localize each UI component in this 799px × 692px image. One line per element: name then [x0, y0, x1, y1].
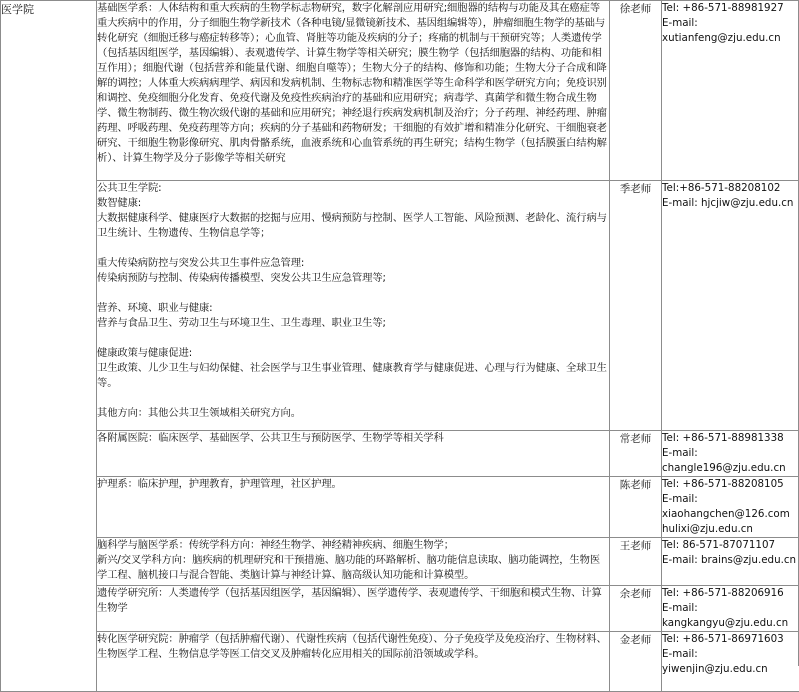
- research-direction-cell: [97, 431, 610, 477]
- research-text: 传染病预防与控制、传染病传播模型、突发公共卫生应急管理等;: [97, 271, 609, 286]
- research-text: 大数据健康科学、健康医疗大数据的挖掘与应用、慢病预防与控制、医学人工智能、风险预测、老龄化、流行病与卫生统计、生物遗传、生物信息学等；: [97, 211, 609, 241]
- research-direction-cell: [97, 632, 610, 692]
- table-row: [1, 181, 799, 431]
- table-row: [1, 632, 799, 692]
- contact-info-cell: [662, 632, 799, 692]
- contact-person-cell: 余老师: [610, 586, 662, 632]
- email-text: hulixi@zju.edu.cn: [662, 522, 799, 537]
- contact-person-cell: 季老师: [610, 181, 662, 431]
- phone-text: Tel: +86-571-88981927: [662, 1, 799, 16]
- phone-text: Tel: 86-571-87071107: [662, 538, 799, 553]
- phone-text: Tel: +86-571-86971603: [662, 632, 799, 647]
- research-direction-cell: [97, 477, 610, 538]
- email-label: E-mail:: [662, 446, 799, 461]
- contact-info-cell: [662, 181, 799, 431]
- research-text: 健康政策与健康促进:: [97, 346, 609, 361]
- research-text: 基础医学系：人体结构和重大疾病的生物学标志物研究，数字化解剖应用研究;细胞器的结构与功能及其在癌症等重大疾病中的作用，分子细胞生物学新技术（各种电镜/显微镜新技术、基因组编辑等），肿瘤细胞生物学的基础与转化研究（细胞迁移与癌症转移等）；心血管、肾脏等功能及疾病的分子；疼痛的机制与干预研究等；人类遗传学（包括基因组医学，基因编辑）、表观遗传学、计算生物学等相关研究；膜生物学（包括细胞器的结构、功能和相互作用）；细胞代谢（包括营养和能量代谢、细胞自噬等）；生物大分子的结构、修饰和功能；生物大分子合成和降解的调控；人体重大疾病病理学、病因和发病机制、生物标志物和精准医学等生命科学和医学研究方向；免疫识别和调控、免疫细胞分化发育、免疫代谢及免疫性疾病治疗的基础和应用研究；病毒学、真菌学和微生物合成生物学、微生物制药、微生物次级代谢的基础和应用研究；神经退行疾病发病机制及治疗；分子药理、神经药理、肿瘤药理、呼吸药理、免疫药理等方向；疾病的分子基础和药物研发；干细胞的有效扩增和精准分化研究、干细胞衰老研究、干细胞生物影像研究、肌肉骨骼系统，血液系统和心血管系统的再生研究；结构生物学（包括膜蛋白结构解析）、计算生物学及分子影像学等相关研究: [97, 1, 609, 166]
- email-label: E-mail:: [662, 16, 799, 31]
- blank-line: [97, 241, 609, 256]
- email-text: changle196@zju.edu.cn: [662, 461, 799, 476]
- contact-person-cell: 常老师: [610, 431, 662, 477]
- program-table-body: [1, 1, 799, 692]
- research-text: 其他方向：其他公共卫生领域相关研究方向。: [97, 406, 609, 421]
- contact-person-cell: 徐老师: [610, 1, 662, 181]
- contact-info-cell: [662, 1, 799, 181]
- phone-text: Tel: +86-571-88981338: [662, 431, 799, 446]
- email-text: xiaohangchen@126.com: [662, 507, 799, 522]
- research-text: 卫生政策、儿少卫生与妇幼保健、社会医学与卫生事业管理、健康教育学与健康促进、心理与行为健康、全球卫生等。: [97, 361, 609, 391]
- research-text: 数智健康:: [97, 196, 609, 211]
- contact-person-cell: 陈老师: [610, 477, 662, 538]
- research-text: 护理系：临床护理，护理教育，护理管理，社区护理。: [97, 477, 609, 492]
- contact-info-cell: [662, 586, 799, 632]
- email-text: yiwenjin@zju.edu.cn: [662, 662, 799, 677]
- research-text: 遗传学研究所：人类遗传学（包括基因组医学，基因编辑）、医学遗传学、表观遗传学、干细胞和模式生物、计算生物学: [97, 586, 609, 616]
- phone-text: Tel: +86-571-88206916: [662, 586, 799, 601]
- table-row: [1, 431, 799, 477]
- contact-person-cell: 金老师: [610, 632, 662, 692]
- research-text: 新兴/交叉学科方向：脑疾病的机理研究和干预措施、脑功能的环路解析、脑功能信息读取、脑功能调控，生物医学工程、脑机接口与混合智能、类脑计算与神经计算、脑高级认知功能和计算模型。: [97, 553, 609, 583]
- email-text: E-mail: hjcjiw@zju.edu.cn: [662, 196, 799, 211]
- research-direction-cell: [97, 586, 610, 632]
- research-text: 各附属医院：临床医学、基础医学、公共卫生与预防医学、生物学等相关学科: [97, 431, 609, 446]
- email-text: xutianfeng@zju.edu.cn: [662, 31, 799, 46]
- research-text: 营养与食品卫生、劳动卫生与环境卫生、卫生毒理、职业卫生等;: [97, 316, 609, 331]
- email-label: E-mail:: [662, 647, 799, 662]
- email-label: E-mail:: [662, 601, 799, 616]
- contact-info-cell: [662, 431, 799, 477]
- contact-info-cell: [662, 477, 799, 538]
- table-row: [1, 477, 799, 538]
- research-text: 营养、环境、职业与健康:: [97, 301, 609, 316]
- research-text: 公共卫生学院:: [97, 181, 609, 196]
- table-row: [1, 586, 799, 632]
- email-text: E-mail: brains@zju.edu.cn: [662, 553, 799, 568]
- blank-line: [97, 286, 609, 301]
- research-direction-cell: [97, 1, 610, 181]
- research-direction-cell: [97, 538, 610, 586]
- contact-person-cell: 王老师: [610, 538, 662, 586]
- research-direction-cell: [97, 181, 610, 431]
- table-left-edge: [0, 0, 1, 666]
- research-text: 重大传染病防控与突发公共卫生事件应急管理:: [97, 256, 609, 271]
- phone-text: Tel:+86-571-88208102: [662, 181, 799, 196]
- table-row: [1, 538, 799, 586]
- email-label: E-mail:: [662, 492, 799, 507]
- department-cell: 医学院: [1, 1, 97, 692]
- research-text: 脑科学与脑医学系：传统学科方向：神经生物学、神经精神疾病、细胞生物学；: [97, 538, 609, 553]
- email-text: kangkangyu@zju.edu.cn: [662, 616, 799, 631]
- blank-line: [97, 391, 609, 406]
- blank-line: [97, 331, 609, 346]
- table-row: [1, 1, 799, 181]
- phone-text: Tel: +86-571-88208105: [662, 477, 799, 492]
- contact-info-cell: [662, 538, 799, 586]
- research-text: 转化医学研究院：肿瘤学（包括肿瘤代谢）、代谢性疾病（包括代谢性免疫）、分子免疫学及免疫治疗、生物材料、生物医学工程、生物信息学等医工信交叉及肿瘤转化应用相关的国际前沿领域或学科。: [97, 632, 609, 662]
